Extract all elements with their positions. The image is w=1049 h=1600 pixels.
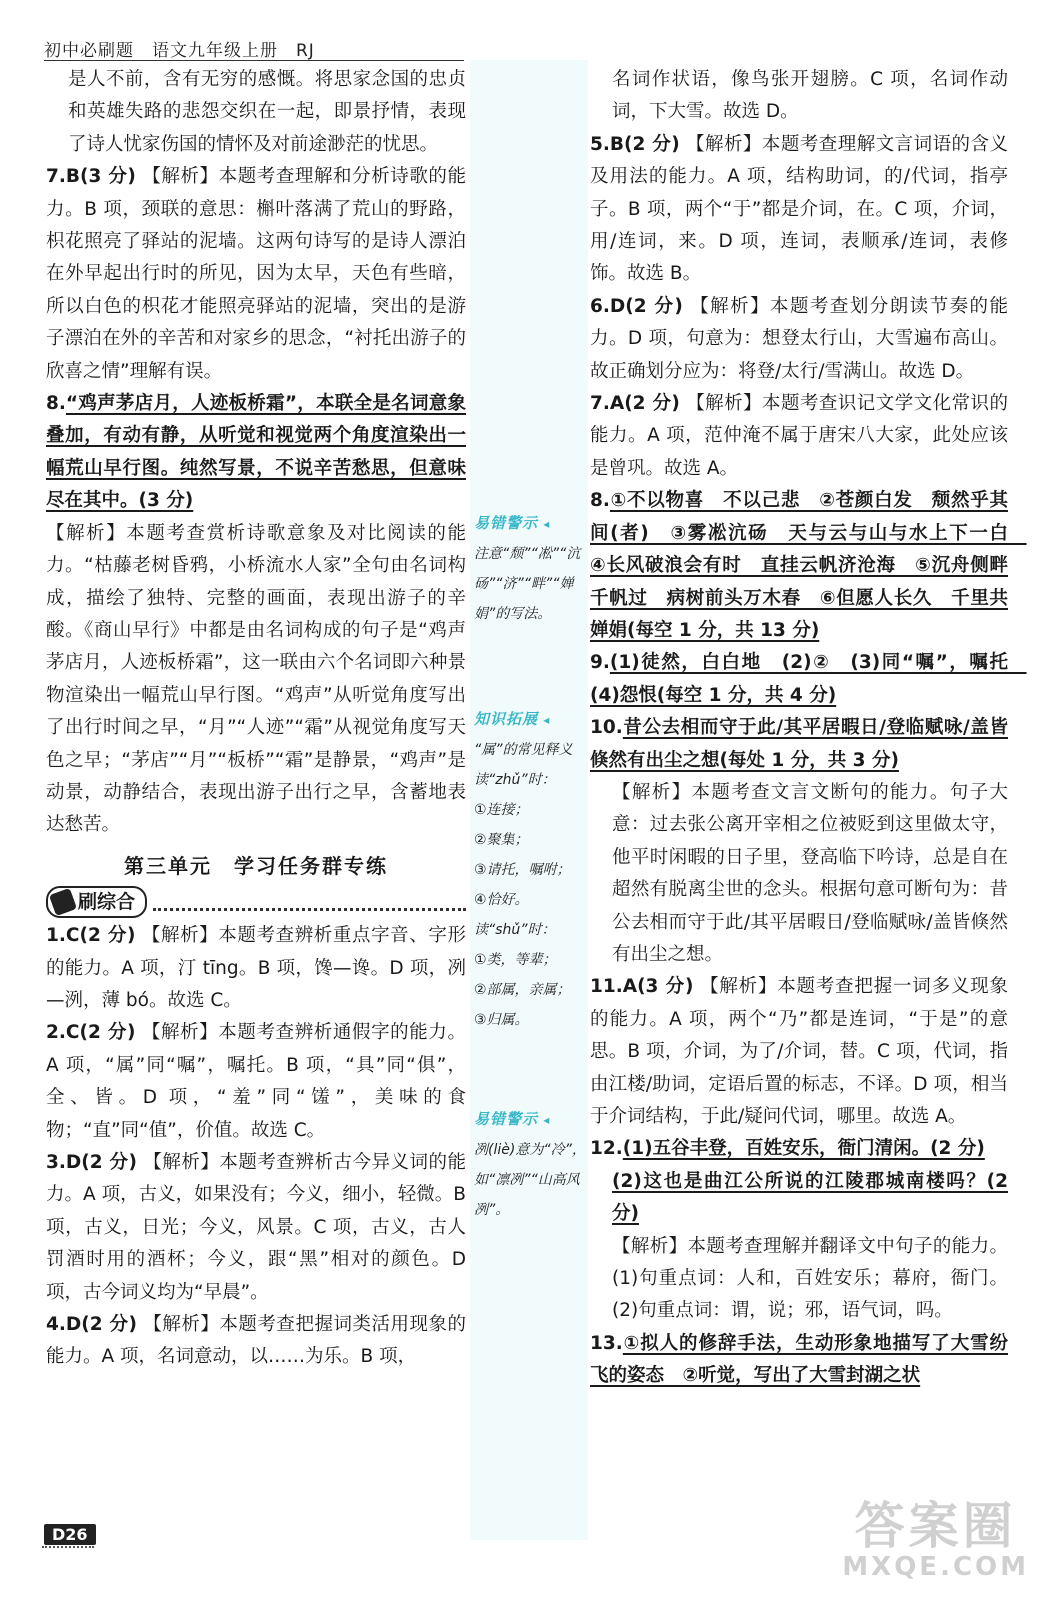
note-line: ①连接；	[474, 802, 529, 818]
analysis-text: 本题考查文言文断句的能力。句子大意：过去张公离开宰相之位被贬到这里做太守，他平时闲暇的日子里，登高临下吟诗，总是自在超然有脱离尘世的念头。根据句意可断句为：昔公去相而守于此/其平居暇日/登临赋咏/盖皆倏然有出尘之想。	[612, 781, 1008, 965]
answer-item	[590, 291, 1008, 388]
analysis-text: 本题考查把握词类活用现象的能力。A 项，名词意动，以……为乐。B 项，	[46, 1314, 466, 1368]
analysis-tag: 【解析】	[142, 166, 219, 188]
item-number: 4.	[46, 1314, 66, 1336]
analysis-tag: 【解析】	[141, 1022, 219, 1044]
watermark-logo-text: 答案圈	[854, 1497, 1017, 1555]
side-notes-column	[470, 0, 588, 1600]
note-tag: 知识拓展 ◂	[474, 704, 586, 735]
item-answer: D(2 分)	[65, 1152, 137, 1173]
item-answer: 昔公去相而守于此/其平居暇日/登临赋咏/盖皆倏然有出尘之想(每处 1 分，共 3 分)	[590, 717, 1008, 771]
answer-item	[590, 647, 1027, 712]
right-column	[590, 64, 1027, 1393]
note-line: 读“shǔ”时：	[474, 922, 556, 938]
answer-item-continued	[590, 1166, 1008, 1231]
section-header	[46, 886, 466, 918]
analysis-paragraph	[46, 518, 466, 842]
item-answer: (1)徒然，白白地 (2)② (3)同“嘱”，嘱托 (4)怨恨(每空 1 分，共 4 分)	[590, 652, 1027, 706]
analysis-text: 本题考查把握一词多义现象的能力。A 项，两个“乃”都是连词，“于是”的意思。B 项，介词，为了/介词，替。C 项，代词，指由江楼/助词，定语后置的标志，不译。D 项，相当于介词结构，于此/疑问代词，哪里。故选 A。	[590, 976, 1008, 1127]
item-number: 8.	[46, 393, 66, 415]
note-line: ①类，等辈；	[474, 952, 557, 968]
item-number: 11.	[590, 976, 623, 998]
answer-item	[590, 1328, 1008, 1393]
note-line: ③请托，嘱咐；	[474, 862, 571, 878]
note-text: “属”的常见释义	[474, 742, 573, 758]
item-answer: B(3 分)	[65, 166, 136, 188]
brush-icon	[49, 888, 77, 916]
note-tag: 易错警示 ◂	[474, 1104, 586, 1135]
analysis-tag: 【解析】	[141, 925, 219, 947]
analysis-text: 本题考查理解文言词语的含义及用法的能力。A 项，结构助词，的/代词，指亭子。B 项，两个“于”都是介词，在。C 项，介词，用/连词，来。D 项，连词，表顺承/连词，表修饰。故选 B。	[590, 133, 1008, 285]
analysis-text: 本题考查理解和分析诗歌的能力。B 项，颈联的意思：槲叶落满了荒山的野路，枳花照亮了驿站的泥墙。这两句诗写的是诗人漂泊在外早起出行时的所见，因为太早，天色有些暗，所以白色的枳花才能照亮驿站的泥墙，突出的是游子漂泊在外的辛苦和对家乡的思念，“衬托出游子的欣喜之情”理解有误。	[46, 166, 466, 382]
page-number: D26	[44, 1524, 96, 1545]
item-number: 8.	[590, 490, 610, 512]
item-answer: C(2 分)	[65, 1022, 136, 1044]
side-note-error-warning	[474, 508, 586, 629]
analysis-tag: 【解析】	[143, 1152, 220, 1173]
analysis-text: 本题考查理解并翻译文中句子的能力。(1)句重点词：人和，百姓安乐；幕府，衙门。(2)句重点词：谓，说；邪，语气词，吗。	[612, 1235, 1008, 1322]
analysis-tag: 【解析】	[700, 976, 778, 998]
side-note-error-warning	[474, 1104, 586, 1225]
note-line: ②聚集；	[474, 832, 529, 848]
answer-item	[46, 920, 466, 1017]
item-number: 10.	[590, 717, 623, 739]
analysis-tag: 【解析】	[690, 295, 771, 317]
item-answer: ①不以物喜 不以己悲 ②苍颜白发 颓然乎其间(者) ③雾凇沆砀 天与云与山与水上下一白 ④长风破浪会有时 直挂云帆济沧海 ⑤沉舟侧畔千帆过 病树前头万木春 ⑥但愿人长久 千里共婵娟(每空 1 分，共 13 分)	[590, 490, 1027, 641]
item-answer: A(3 分)	[622, 976, 694, 998]
item-number: 13.	[590, 1332, 623, 1354]
analysis-text: 本题考查赏析诗歌意象及对比阅读的能力。“枯藤老树昏鸦，小桥流水人家”全句由名词构成，描绘了独特、完整的画面，表现出游子的辛酸。《商山早行》中都是由名词构成的句子是“鸡声茅店月，人迹板桥霜”，这一联由六个名词即六种景物渲染出一幅荒山早行图。“鸡声”从听觉角度写出了出行时间之早，“月”“人迹”“霜”从视觉角度写天色之早；“茅店”“月”“板桥”“霜”是静景，“鸡声”是动景，动静结合，表现出游子出行之早，含蓄地表达愁苦。	[46, 522, 466, 836]
section-label	[46, 886, 147, 918]
analysis-text: 本题考查辨析重点字音、字形的能力。A 项，汀 tīng。B 项，馋—谗。D 项，冽—洌，薄 bó。故选 C。	[46, 925, 466, 1011]
item-number: 1.	[46, 925, 66, 947]
intro-paragraph: 是人不前，含有无穷的感慨。将思家念国的忠贞和英雄失路的悲怨交织在一起，即景抒情，表现了诗人忧家伤国的情怀及对前途渺茫的忧思。	[68, 69, 466, 155]
analysis-tag: 【解析】	[686, 393, 763, 415]
item-number: 6.	[590, 295, 610, 317]
analysis-tag: 【解析】	[686, 133, 762, 155]
answer-item	[590, 129, 1008, 291]
section-dotted-rule	[153, 894, 466, 911]
note-text: 注意“颓”“凇”“沆 砀”“济”“畔”“婵娟”的写法。	[474, 546, 581, 622]
item-number: 7.	[46, 166, 66, 188]
item-answer: D(2 分)	[65, 1314, 137, 1336]
left-column	[46, 64, 466, 1374]
item-answer: (1)五谷丰登，百姓安乐，衙门清闲。(2 分)	[622, 1138, 985, 1160]
note-line: ②部属，亲属；	[474, 982, 571, 998]
answer-item	[590, 971, 1008, 1133]
note-line: ③归属。	[474, 1012, 529, 1028]
analysis-text: 本题考查辨析通假字的能力。A 项，“属”同“嘱”，嘱托。B 项，“具”同“俱”，全、皆。D 项，“羞”同“馐”，美味的食物；“直”同“值”，价值。故选 C。	[46, 1022, 466, 1141]
analysis-paragraph	[590, 777, 1008, 971]
answer-item	[590, 485, 1027, 647]
page-number-decoration	[42, 1546, 94, 1548]
note-text: 冽(liè)意为“冷”，如“凛冽”“山高风冽”。	[474, 1142, 586, 1218]
item-answer: (2)这也是曲江公所说的江陵郡城南楼吗？(2 分)	[612, 1170, 1008, 1225]
answer-item	[590, 388, 1008, 485]
analysis-tag: 【解析】	[612, 781, 692, 803]
answer-item	[46, 1309, 466, 1374]
unit-title: 第三单元 学习任务群专练	[124, 853, 388, 878]
note-tag: 易错警示 ◂	[474, 508, 586, 539]
item-number: 5.	[590, 133, 610, 155]
analysis-tag: 【解析】	[46, 522, 127, 544]
note-line: 读“zhǔ”时：	[474, 772, 556, 788]
answer-item	[46, 161, 466, 388]
answer-item	[46, 1017, 466, 1147]
item-answer: “鸡声茅店月，人迹板桥霜”，本联全是名词意象叠加，有动有静，从听觉和视觉两个角度渲染出一幅荒山早行图。纯然写景，不说辛苦愁思，但意味尽在其中。(3 分)	[46, 393, 466, 512]
item-answer: ①拟人的修辞手法，生动形象地描写了大雪纷飞的姿态 ②听觉，写出了大雪封湖之状	[590, 1332, 1008, 1387]
item-answer: C(2 分)	[65, 925, 136, 947]
analysis-tag: 【解析】	[612, 1235, 688, 1257]
section-label-text: 刷综合	[78, 890, 136, 913]
answer-item	[590, 712, 1008, 777]
item-number: 3.	[46, 1152, 66, 1173]
answer-item	[46, 1147, 466, 1309]
watermark-url: MXQE.COM	[842, 1552, 1029, 1582]
item-number: 7.	[590, 393, 610, 415]
analysis-tag: 【解析】	[143, 1314, 220, 1336]
item-number: 9.	[590, 652, 610, 674]
item-answer: D(2 分)	[609, 295, 683, 317]
analysis-text: 本题考查识记文学文化常识的能力。A 项，范仲淹不属于唐宋八大家，此处应该是曾巩。故选 A。	[590, 393, 1008, 479]
header-rule	[44, 60, 464, 61]
continued-paragraph: 名词作状语，像鸟张开翅膀。C 项，名词作动词，下大雪。故选 D。	[612, 69, 1008, 123]
side-note-knowledge	[474, 704, 586, 1035]
item-answer: B(2 分)	[609, 133, 680, 155]
item-number: 12.	[590, 1138, 623, 1160]
analysis-text: 本题考查划分朗读节奏的能力。D 项，句意为：想登太行山，大雪遍布高山。故正确划分应为：将登/太行/雪满山。故选 D。	[590, 295, 1008, 382]
analysis-text: 本题考查辨析古今异义词的能力。A 项，古义，如果没有；今义，细小，轻微。B 项，古义，日光；今义，风景。C 项，古义，古人罚酒时用的酒杯；今义，跟“黑”相对的颜色。D 项，古今词义均为“早晨”。	[46, 1152, 466, 1303]
note-line: ④恰好。	[474, 892, 529, 908]
item-number: 2.	[46, 1022, 66, 1044]
answer-item	[590, 1133, 1008, 1165]
analysis-paragraph	[590, 1231, 1008, 1328]
page-header: 初中必刷题 语文九年级上册 RJ	[44, 41, 315, 61]
watermark	[842, 1497, 1029, 1582]
answer-item	[46, 388, 466, 518]
item-answer: A(2 分)	[609, 393, 680, 415]
